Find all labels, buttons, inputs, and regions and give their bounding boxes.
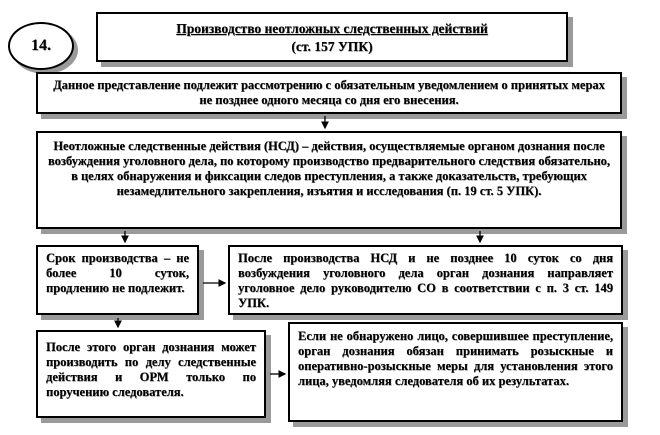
definition-text: Неотложные следственные действия (НСД) – действия, осуществляемые органом дознания после возбуждения уголовного дела, по которому производство предварительного следствия обязательно, в целях обнаружения и фиксации следов преступления, а также доказательств, требующих незамедлительного закрепления, изъятия и исследования (п. 19 ст. 5 УПК). xyxy=(47,139,611,198)
if-not-found-text: Если не обнаружено лицо, совершившее преступление, орган дознания обязан принимать розыскные и оперативно-розыскные меры для установления этого лица, уведомляя следователя об их результатах. xyxy=(298,329,613,388)
title-line-1: Производство неотложных следственных действий xyxy=(176,21,488,36)
step-number-badge: 14. xyxy=(8,22,74,70)
notice-text: Данное представление подлежит рассмотрению с обязательным уведомлением о принятых мерах не позднее одного месяца со дня его внесения. xyxy=(53,78,605,107)
after-this-text: После этого орган дознания может производить по делу следственные действия и ОРМ только по поручению следователя. xyxy=(46,340,256,399)
title-line-2: (ст. 157 УПК) xyxy=(291,39,373,54)
after-nsd-text: После производства НСД и не позднее 10 суток со дня возбуждения уголовного дела орган дознания направляет уголовное дело руководителю СО в соответствии с п. 3 ст. 149 УПК. xyxy=(238,251,613,310)
term-text: Срок производства – не более 10 суток, продлению не подлежит. xyxy=(46,251,189,295)
